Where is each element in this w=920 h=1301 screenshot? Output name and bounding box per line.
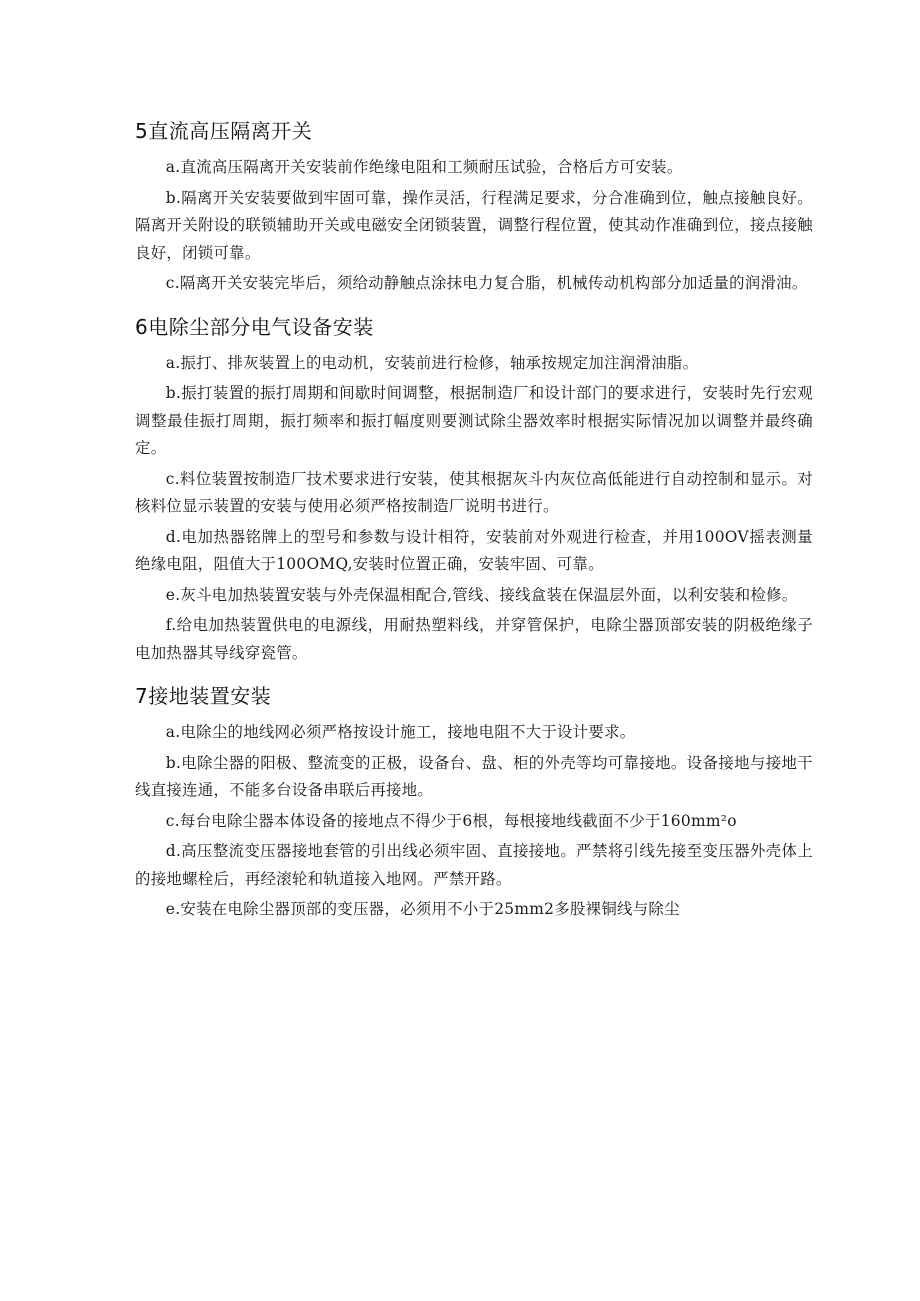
section-7 <box>135 681 813 924</box>
paragraph: c.料位装置按制造厂技术要求进行安装，使其根据灰斗内灰位高低能进行自动控制和显示。对核料位显示装置的安装与使用必须严格按制造厂说明书进行。 <box>135 469 813 515</box>
paragraph: a.电除尘的地线网必须严格按设计施工，接地电阻不大于设计要求。 <box>165 723 636 741</box>
paragraph: a.直流高压隔离开关安装前作绝缘电阻和工频耐压试验，合格后方可安装。 <box>165 158 683 176</box>
paragraph: e.灰斗电加热装置安装与外壳保温相配合,管线、接线盒装在保温层外面，以利安装和检修。 <box>165 585 798 604</box>
section-heading: 7接地装置安装 <box>135 684 272 708</box>
section-5 <box>135 116 813 298</box>
paragraph: b.电除尘器的阳极、整流变的正极，设备台、盘、柜的外壳等均可靠接地。设备接地与接地干线直接连通，不能多台设备串联后再接地。 <box>135 753 813 799</box>
paragraph: b.振打装置的振打周期和间歇时间调整，根据制造厂和设计部门的要求进行，安装时先行宏观调整最佳振打周期，振打频率和振打幅度则要测试除尘器效率时根据实际情况加以调整并最终确定。 <box>135 384 813 457</box>
paragraph: d.电加热器铭牌上的型号和参数与设计相符，安装前对外观进行检查，并用100OV摇表测量绝缘电阻，阻值大于100OMQ,安装时位置正确，安装牢固、可靠。 <box>135 527 813 573</box>
paragraph: f.给电加热装置供电的电源线，用耐热塑料线，并穿管保护，电除尘器顶部安装的阴极绝缘子电加热器其导线穿瓷管。 <box>135 616 813 662</box>
paragraph: b.隔离开关安装要做到牢固可靠，操作灵活，行程满足要求，分合准确到位，触点接触良好。隔离开关附设的联锁辅助开关或电磁安全闭锁装置，调整行程位置，使其动作准确到位，接点接触良好，闭锁可靠。 <box>135 188 813 262</box>
paragraph: e.安装在电除尘器顶部的变压器，必须用不小于25mm2多股裸铜线与除尘 <box>165 900 680 918</box>
section-heading: 6电除尘部分电气设备安装 <box>135 314 374 339</box>
paragraph: d.高压整流变压器接地套管的引出线必须牢固、直接接地。严禁将引线先接至变压器外壳体上的接地螺栓后，再经滚轮和轨道接入地网。严禁开路。 <box>135 842 813 888</box>
document-body <box>135 116 813 938</box>
section-heading: 5直流高压隔离开关 <box>135 119 313 143</box>
paragraph: a.振打、排灰装置上的电动机，安装前进行检修，轴承按规定加注润滑油脂。 <box>165 353 699 372</box>
paragraph: c.隔离开关安装完毕后，须给动静触点涂抹电力复合脂，机械传动机构部分加适量的润滑油。 <box>165 274 808 292</box>
paragraph: c.每台电除尘器本体设备的接地点不得少于6根，每根接地线截面不少于160mm²o <box>165 811 737 830</box>
section-6 <box>135 312 813 668</box>
